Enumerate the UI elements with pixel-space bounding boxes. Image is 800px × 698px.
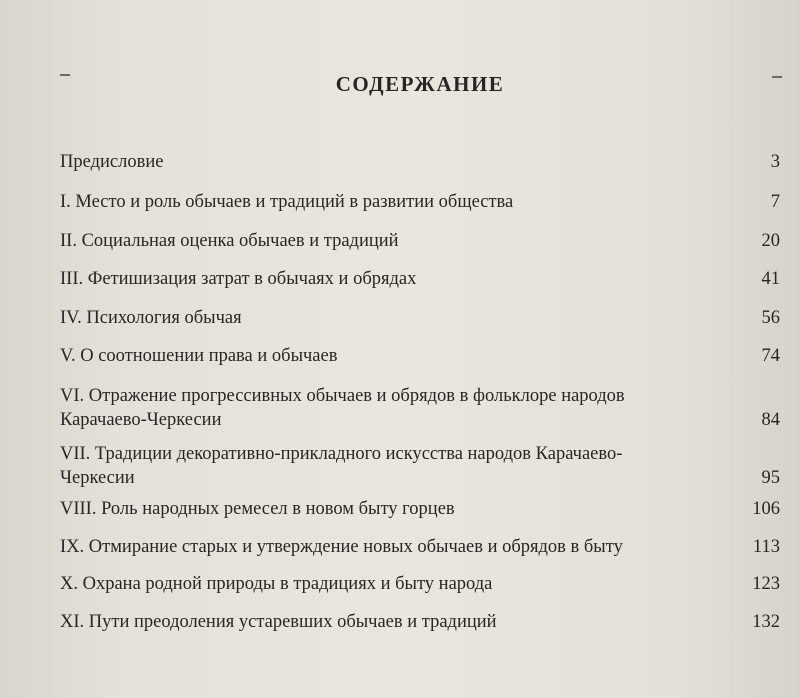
toc-entry-page: 113 xyxy=(752,537,780,557)
toc-entry-title: III. Фетишизация затрат в обычаях и обрядах xyxy=(60,269,417,289)
toc-entry-page: 20 xyxy=(761,231,780,251)
toc-entry-title-continued: Черкесии xyxy=(60,468,135,488)
toc-entry-9 xyxy=(60,535,786,559)
toc-entry-6 xyxy=(60,384,786,432)
toc-entry-page: 41 xyxy=(761,269,780,289)
toc-entry-title: IX. Отмирание старых и утверждение новых обычаев и обрядов в быту xyxy=(60,537,623,557)
toc-entry-page: 95 xyxy=(761,468,780,488)
toc-entry-10 xyxy=(60,572,786,596)
toc-entry-page: 56 xyxy=(761,308,780,328)
toc-entry-title: VIII. Роль народных ремесел в новом быту горцев xyxy=(60,499,455,519)
toc-entry-page: 3 xyxy=(770,152,780,172)
toc-entry-title: XI. Пути преодоления устаревших обычаев и традиций xyxy=(60,612,497,632)
toc-entry-8 xyxy=(60,497,786,521)
toc-entry-title: VI. Отражение прогрессивных обычаев и обрядов в фольклоре народов xyxy=(60,386,625,406)
toc-entry-page: 84 xyxy=(761,410,780,430)
toc-heading: СОДЕРЖАНИЕ xyxy=(335,72,505,96)
toc-entry-5 xyxy=(60,344,786,368)
toc-entry-preface xyxy=(60,150,786,174)
toc-entry-title-continued: Карачаево-Черкесии xyxy=(60,410,222,430)
toc-entry-3 xyxy=(60,267,786,291)
toc-entry-page: 123 xyxy=(752,574,780,594)
toc-entry-title: II. Социальная оценка обычаев и традиций xyxy=(60,231,399,251)
toc-entry-title: IV. Психология обычая xyxy=(60,308,242,328)
toc-entry-4 xyxy=(60,306,786,330)
toc-entry-page: 7 xyxy=(770,192,780,212)
toc-entry-2 xyxy=(60,229,786,253)
toc-entry-1 xyxy=(60,190,786,214)
toc-entry-title: Предисловие xyxy=(60,152,164,172)
toc-entry-title: VII. Традиции декоративно-прикладного искусства народов Карачаево- xyxy=(60,444,623,464)
toc-entry-page: 74 xyxy=(761,346,780,366)
toc-entry-11 xyxy=(60,610,786,634)
toc-entry-7 xyxy=(60,442,786,490)
toc-entry-title: V. О соотношении права и обычаев xyxy=(60,346,338,366)
toc-entry-page: 132 xyxy=(752,612,780,632)
toc-entry-page: 106 xyxy=(752,499,780,519)
toc-entry-title: I. Место и роль обычаев и традиций в развитии общества xyxy=(60,192,514,212)
toc-entry-title: X. Охрана родной природы в традициях и быту народа xyxy=(60,574,493,594)
